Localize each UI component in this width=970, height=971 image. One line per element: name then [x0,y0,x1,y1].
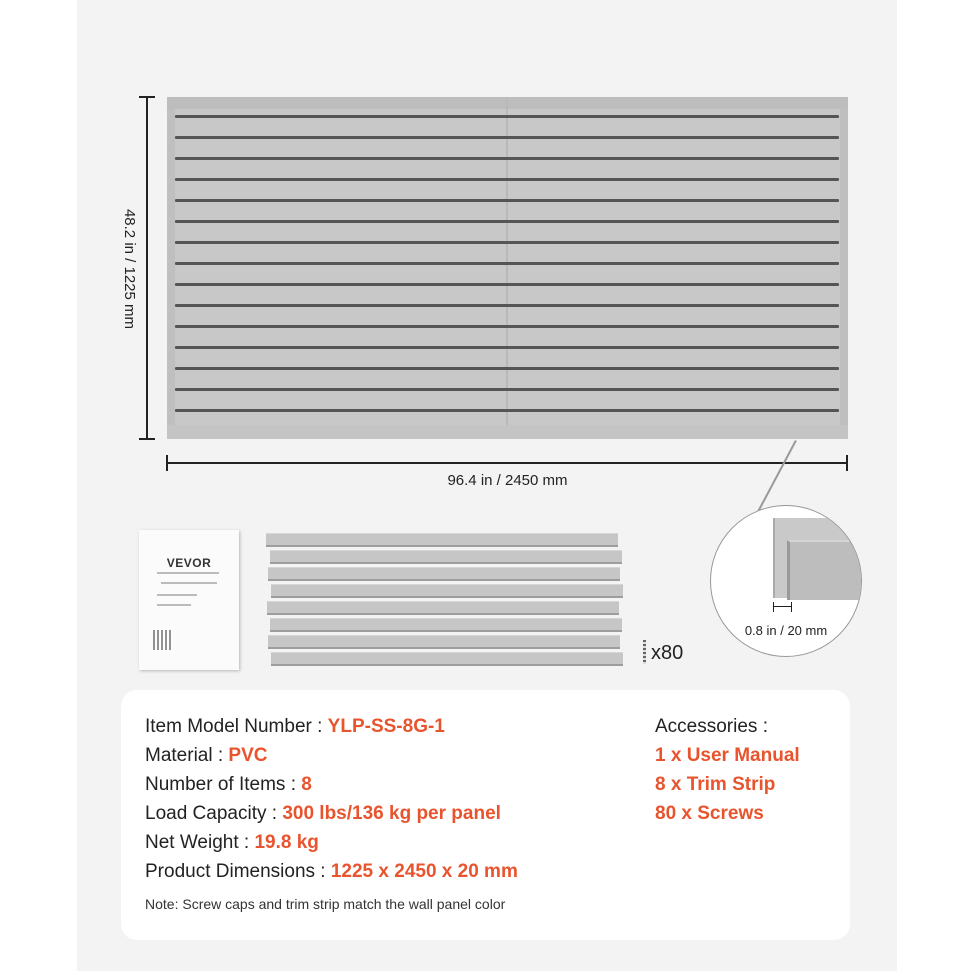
panel-slot [175,367,839,370]
manual-qr-code [153,630,173,650]
edge-detail-zoom [710,505,862,657]
panel-bottom-rail [167,425,848,439]
height-dimension-cap-bottom [139,438,155,440]
depth-mark-line [773,606,791,607]
trim-strip [268,635,620,649]
trim-strip [268,567,620,581]
screw-count-label: x80 [651,642,684,664]
spec-row-product-dimensions [145,861,518,883]
spec-value: 8 [301,774,312,795]
spec-value: 19.8 kg [254,832,319,853]
panel-slot [175,283,839,286]
accessory-item-screws: 80 x Screws [655,803,764,824]
panel-slot [175,157,839,160]
panel-slot [175,304,839,307]
trim-strips-image [266,531,626,681]
accessory-item-manual: 1 x User Manual [655,745,800,766]
manual-brand-logo: VEVOR [166,556,212,570]
trim-strip [271,652,623,666]
height-dimension-line [146,97,148,439]
width-dimension-cap-left [166,455,168,471]
spec-label: Number of Items : [145,774,302,795]
spec-label: Item Model Number : [145,716,328,737]
panel-slot [175,220,839,223]
height-dimension-cap-top [139,96,155,98]
spec-label: Material : [145,745,229,766]
user-manual-image [139,530,239,670]
trim-strip [271,584,623,598]
spec-value: YLP-SS-8G-1 [327,716,445,737]
panel-slot [175,115,839,118]
trim-strip [267,601,619,615]
panel-slot [175,199,839,202]
spec-label: Net Weight : [145,832,255,853]
width-dimension-cap-right [846,455,848,471]
width-dimension-line [167,462,848,464]
panel-slot [175,241,839,244]
panel-slot [175,178,839,181]
depth-mark-left [773,602,774,612]
depth-mark-right [791,602,792,612]
manual-text-line [157,572,219,574]
spec-label: Load Capacity : [145,803,283,824]
accessory-item-trim-strip: 8 x Trim Strip [655,774,776,795]
manual-text-line [157,594,197,596]
panel-right-edge [840,97,848,439]
width-dimension-label: 96.4 in / 2450 mm [447,472,568,489]
panel-left-edge [167,97,175,439]
spec-row-load-capacity [145,803,501,825]
spec-row-number-of-items [145,774,312,796]
panel-slot [175,346,839,349]
spec-value: PVC [228,745,268,766]
trim-strip [270,550,622,564]
panel-slot [175,409,839,412]
panel-slot [175,325,839,328]
manual-text-line [157,604,191,606]
height-dimension-label: 48.2 in / 1225 mm [121,208,138,330]
panel-slot [175,136,839,139]
trim-strip [266,533,618,547]
slatwall-panel-image [167,97,848,439]
spec-row-model [145,716,445,738]
trim-strip [270,618,622,632]
spec-label: Product Dimensions : [145,861,331,882]
spec-value: 1225 x 2450 x 20 mm [330,861,518,882]
spec-row-net-weight [145,832,319,854]
depth-dimension-label: 0.8 in / 20 mm [744,623,828,638]
screw-icon [643,640,646,664]
spec-value: 300 lbs/136 kg per panel [282,803,501,824]
spec-row-material [145,745,268,767]
color-match-note: Note: Screw caps and trim strip match the wall panel color [145,896,506,912]
panel-edge-lip [787,540,862,600]
panel-slot [175,388,839,391]
panel-slot [175,262,839,265]
manual-text-line [161,582,217,584]
accessories-title: Accessories : [655,716,768,737]
